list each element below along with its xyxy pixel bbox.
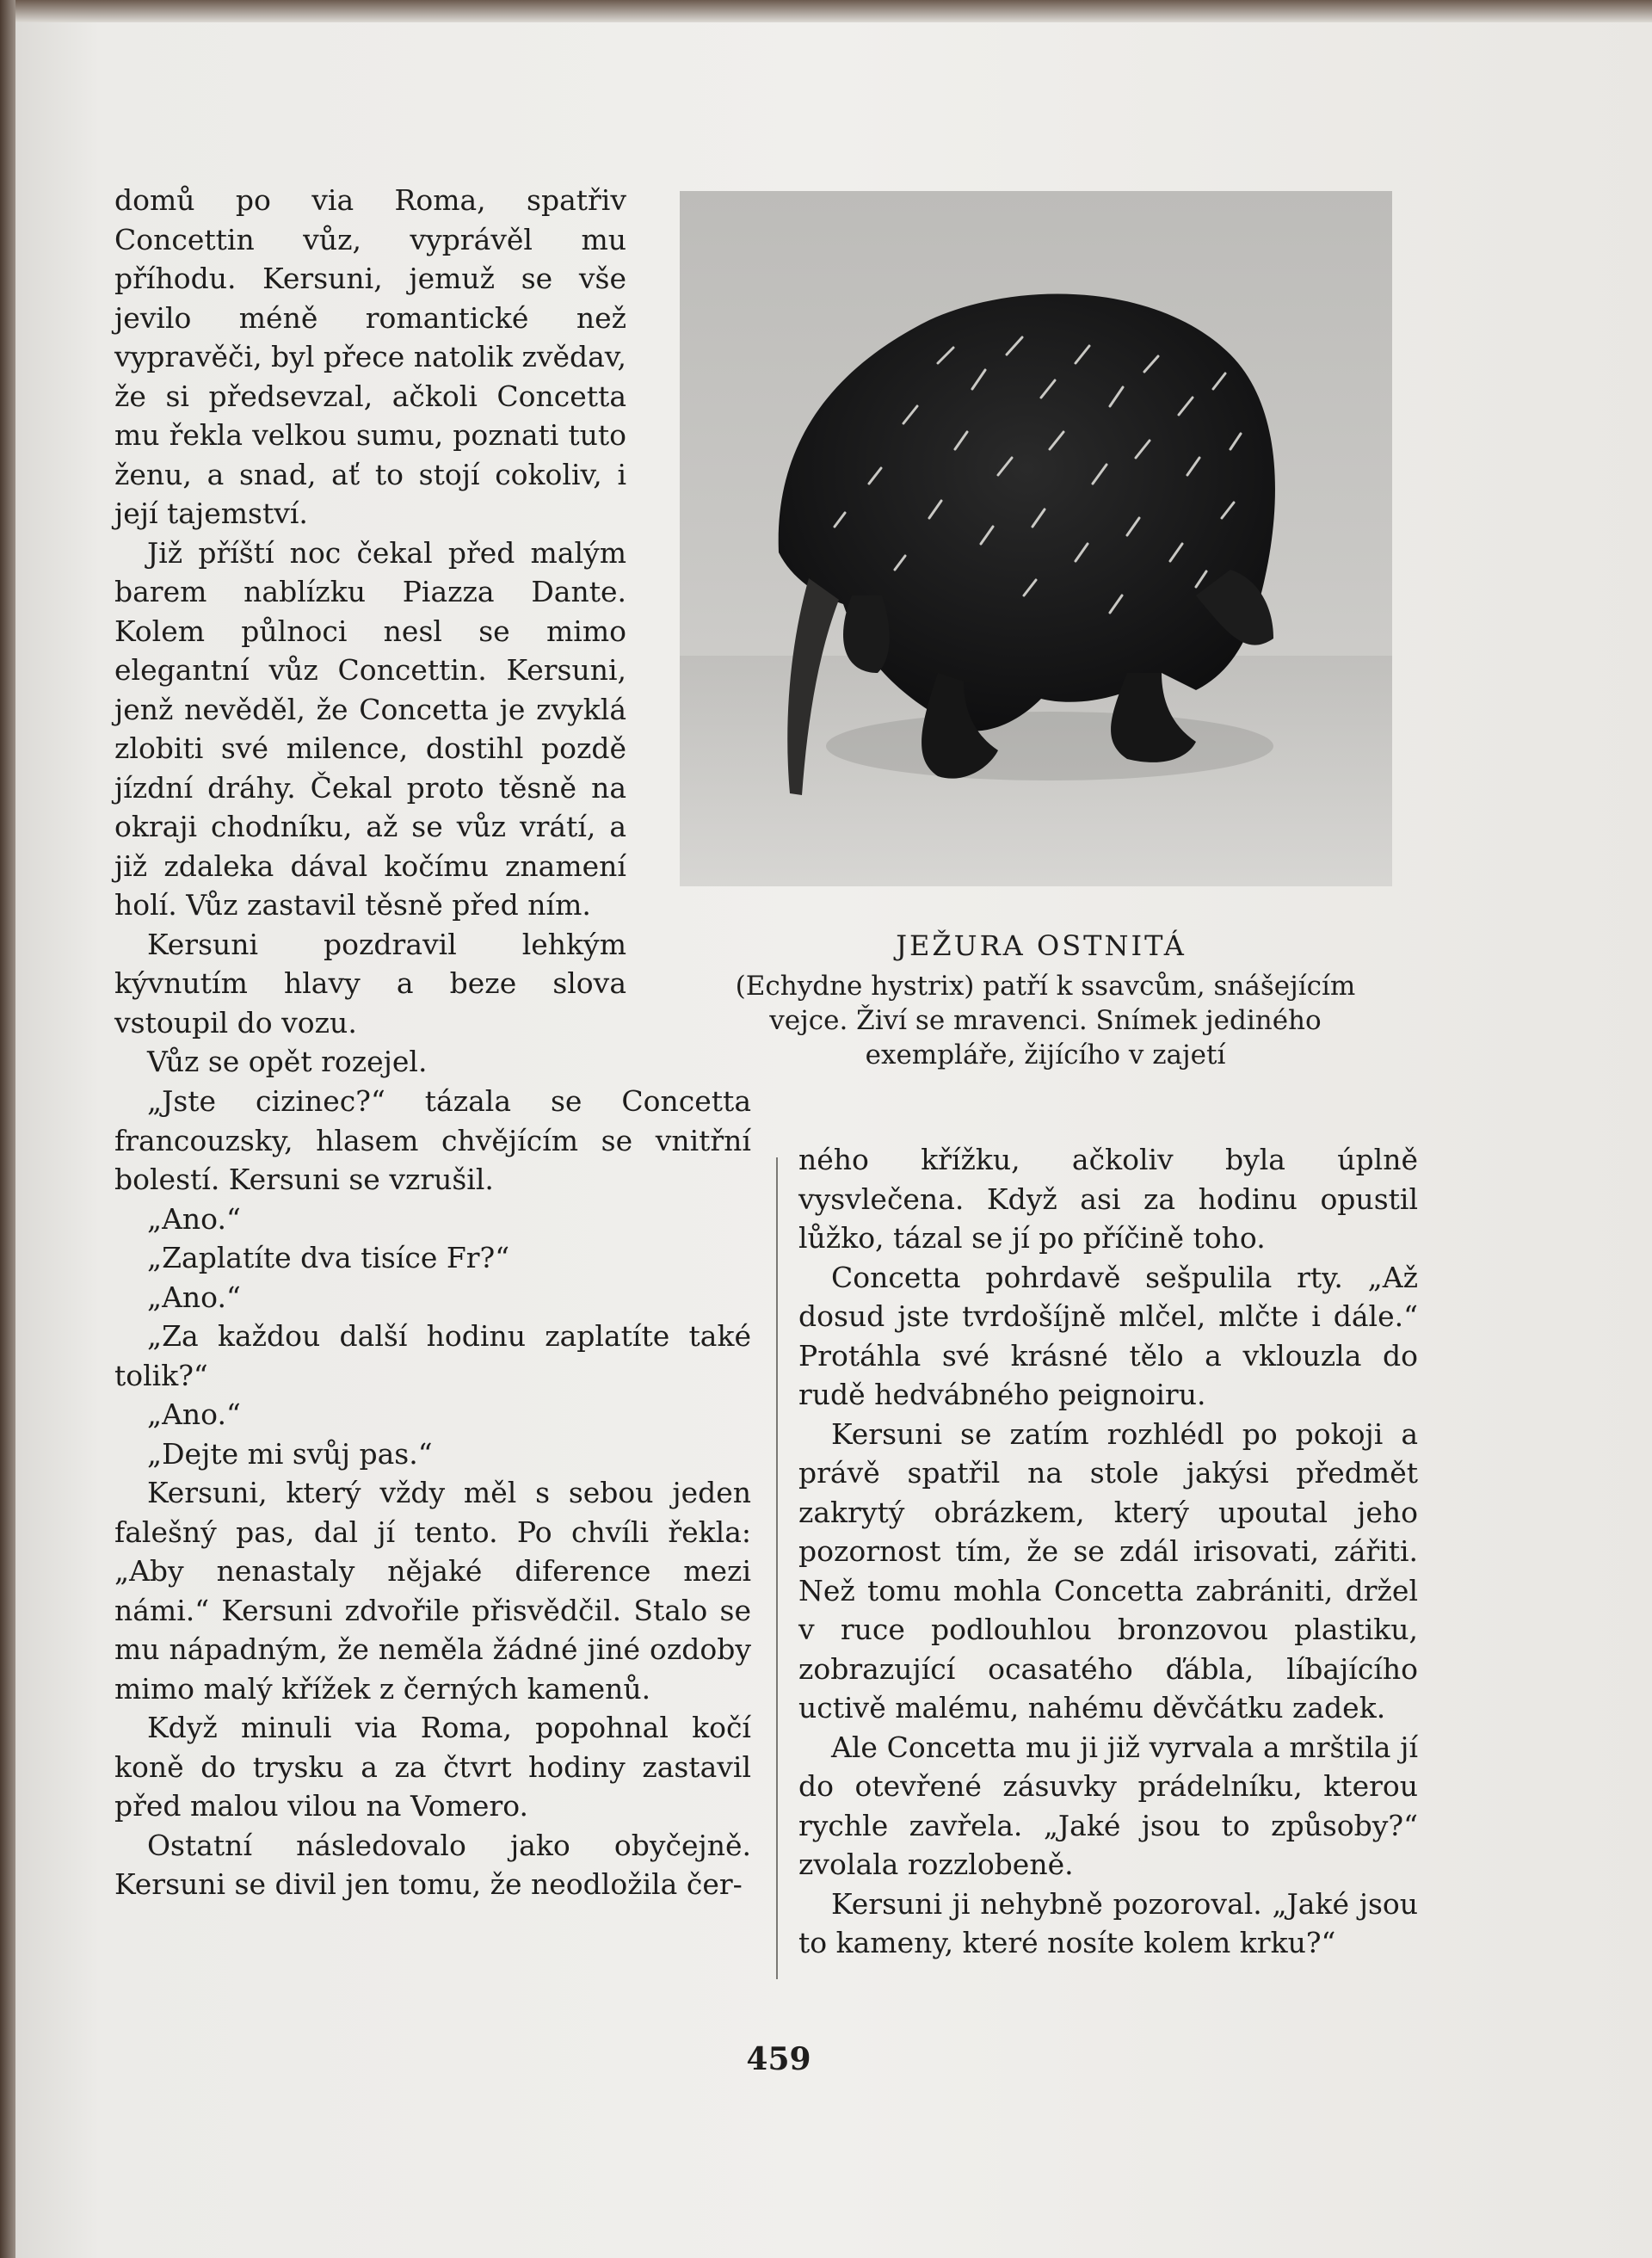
- figure-caption-title: JEŽURA OSTNITÁ: [896, 929, 1187, 962]
- paragraph: Již příští noc čekal před malým barem nablízku Piazza Dante. Kolem půlnoci nesl se mimo elegantní vůz Concettin. Kersuni, jenž nevěděl, že Concetta je zvyklá zlobiti své milence, dostihl pozdě jízdní dráhy. Čekal proto těsně na okraji chodníku, až se vůz vrátí, a již zdaleka dával kočímu znamení holí. Vůz zastavil těsně před ním.: [114, 535, 626, 922]
- paragraph: Kersuni pozdravil lehkým kývnutím hlavy a beze slova vstoupil do vozu.: [114, 927, 626, 1040]
- paragraph: „Ano.“: [147, 1397, 241, 1431]
- paragraph: domů po via Roma, spatřiv Concettin vůz, vyprávěl mu příhodu. Kersuni, jemuž se vše jevilo méně romantické než vypravěči, byl přece natolik zvědav, že si předsevzal, ačkoli Concetta mu řekla velkou sumu, poznati tuto ženu, a snad, ať to stojí cokoliv, i její tajemství.: [114, 183, 627, 530]
- paragraph: ného křížku, ačkoliv byla úplně vysvlečena. Když asi za hodinu opustil lůžko, tázal se jí po příčině toho.: [798, 1143, 1418, 1255]
- right-column: [798, 1140, 1418, 1963]
- paragraph: Kersuni ji nehybně pozoroval. „Jaké jsou to kameny, které nosíte kolem krku?“: [798, 1886, 1418, 1959]
- paragraph: „Jste cizinec?“ tázala se Concetta francouzsky, hlasem chvějícím se vnitřní bolestí. Kersuni se vzrušil.: [114, 1084, 751, 1196]
- paragraph: „Ano.“: [147, 1280, 241, 1314]
- paragraph: „Zaplatíte dva tisíce Fr?“: [147, 1241, 510, 1274]
- paragraph: Když minuli via Roma, popohnal kočí koně do trysku a za čtvrt hodiny zastavil před malou vilou na Vomero.: [114, 1711, 751, 1823]
- paragraph: Kersuni se zatím rozhlédl po pokoji a právě spatřil na stole jakýsi předmět zakrytý obrázkem, který upoutal jeho pozornost tím, že se zdál irisovati, zářiti. Než tomu mohla Concetta zabrániti, držel v ruce podlouhlou bronzovou plastiku, zobrazující ocasatého ďábla, líbajícího uctivě malému, nahému děvčátku zadek.: [798, 1416, 1418, 1724]
- figure-caption-text: (Echydne hystrix) patří k ssavcům, snášejícím vejce. Živí se mravenci. Snímek jediného exempláře, žijícího v zajetí: [735, 971, 1356, 1070]
- paragraph: „Ano.“: [147, 1201, 241, 1236]
- left-column-bottom: [114, 1082, 751, 1904]
- left-column-top: [114, 181, 626, 1082]
- column-divider: [776, 1157, 778, 1979]
- page-edge-top: [0, 0, 1652, 22]
- paragraph: „Dejte mi svůj pas.“: [147, 1436, 433, 1471]
- page-number: 459: [746, 2041, 811, 2077]
- page-edge-left: [0, 0, 15, 2258]
- paragraph: Ale Concetta mu ji již vyrvala a mrštila jí do otevřené zásuvky prádelníku, kterou rychle zavřela. „Jaké jsou to způsoby?“ zvolala rozzlobeně.: [798, 1730, 1418, 1881]
- paragraph: Kersuni, který vždy měl s sebou jeden falešný pas, dal jí tento. Po chvíli řekla: „Aby nenastaly nějaké diference mezi námi.“ Kersuni zdvořile přisvědčil. Stalo se mu nápadným, že neměla žádné jiné ozdoby mimo malý křížek z černých kamenů.: [114, 1476, 751, 1706]
- paragraph: „Za každou další hodinu zaplatíte také tolik?“: [114, 1319, 751, 1392]
- paragraph: Concetta pohrdavě sešpulila rty. „Až dosud jste tvrdošíjně mlčel, mlčte i dále.“ Protáhla své krásné tělo a vklouzla do rudě hedvábného peignoiru.: [798, 1260, 1418, 1411]
- paragraph: Ostatní následovalo jako obyčejně. Kersuni se divil jen tomu, že neodložila čer-: [114, 1828, 751, 1901]
- paragraph: Vůz se opět rozejel.: [147, 1045, 428, 1078]
- echidna-drawing: [680, 191, 1392, 886]
- echidna-photo-icon: [680, 191, 1392, 886]
